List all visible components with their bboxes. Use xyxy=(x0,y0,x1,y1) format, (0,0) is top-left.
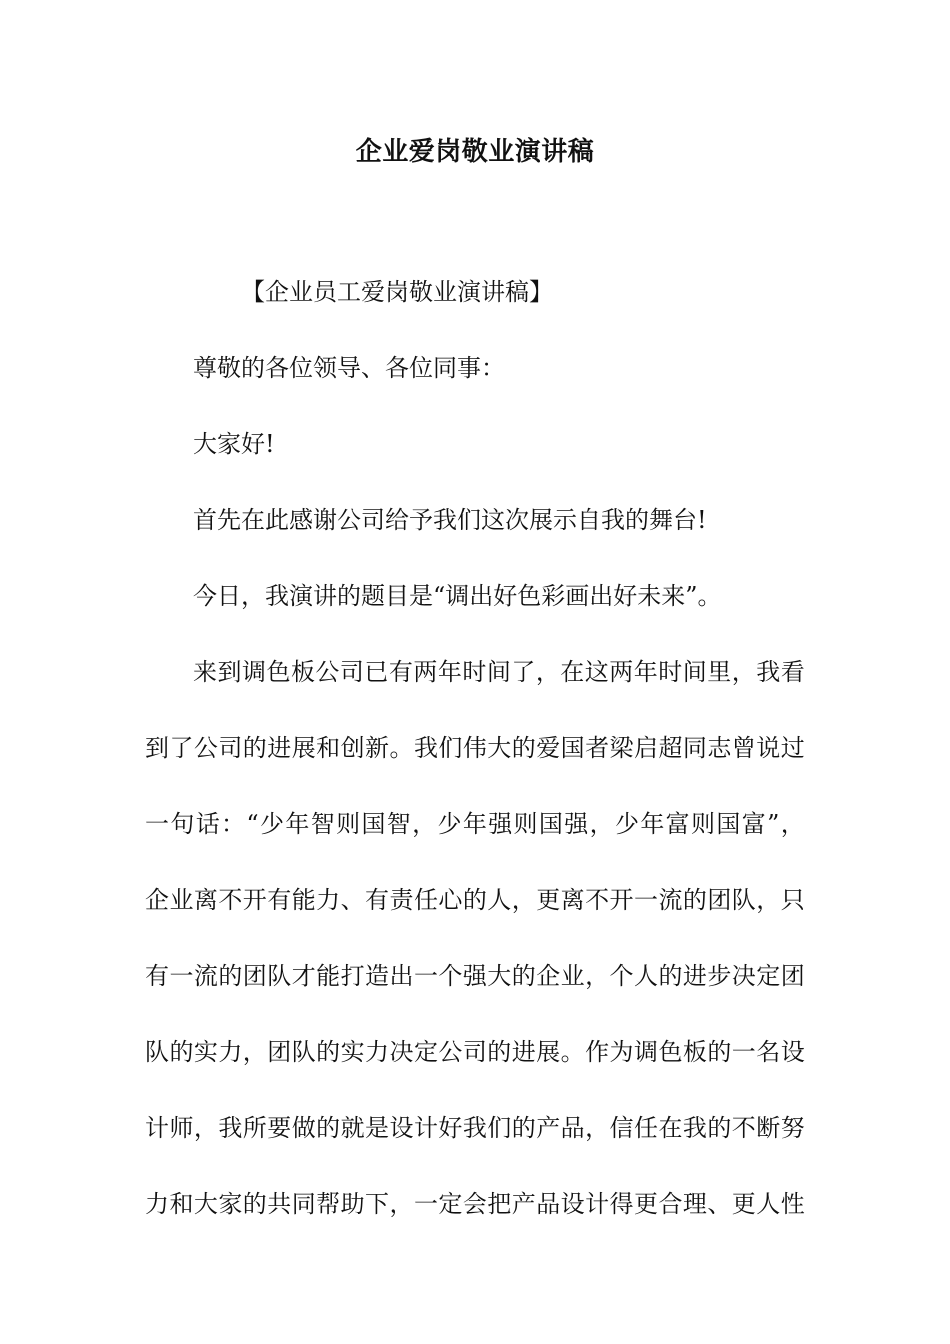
greeting-line: 尊敬的各位领导、各位同事： xyxy=(193,354,505,382)
document-body xyxy=(145,254,805,1242)
thanks-paragraph: 首先在此感谢公司给予我们这次展示自我的舞台! xyxy=(193,506,707,534)
main-paragraph-line: 来到调色板公司已有两年时间了，在这两年时间里，我看 xyxy=(193,658,805,686)
main-paragraph-line: 力和大家的共同帮助下，一定会把产品设计得更合理、更人性 xyxy=(145,1190,805,1218)
document-title: 企业爱岗敬业演讲稿 xyxy=(355,137,595,167)
topic-paragraph: 今日，我演讲的题目是“调出好色彩画出好未来”。 xyxy=(193,582,722,610)
hello-line: 大家好! xyxy=(193,430,275,458)
main-paragraph-line: 一句话：“少年智则国智，少年强则国强，少年富则国富”， xyxy=(145,810,805,838)
main-paragraph-line: 有一流的团队才能打造出一个强大的企业，个人的进步决定团 xyxy=(145,962,805,990)
main-paragraph-line: 企业离不开有能力、有责任心的人，更离不开一流的团队，只 xyxy=(145,886,805,914)
main-paragraph-line: 计师，我所要做的就是设计好我们的产品，信任在我的不断努 xyxy=(145,1114,805,1142)
main-paragraph-line: 队的实力，团队的实力决定公司的进展。作为调色板的一名设 xyxy=(145,1038,805,1066)
main-paragraph-line: 到了公司的进展和创新。我们伟大的爱国者梁启超同志曾说过 xyxy=(145,734,805,762)
subtitle-line: 【企业员工爱岗敬业演讲稿】 xyxy=(241,278,553,306)
